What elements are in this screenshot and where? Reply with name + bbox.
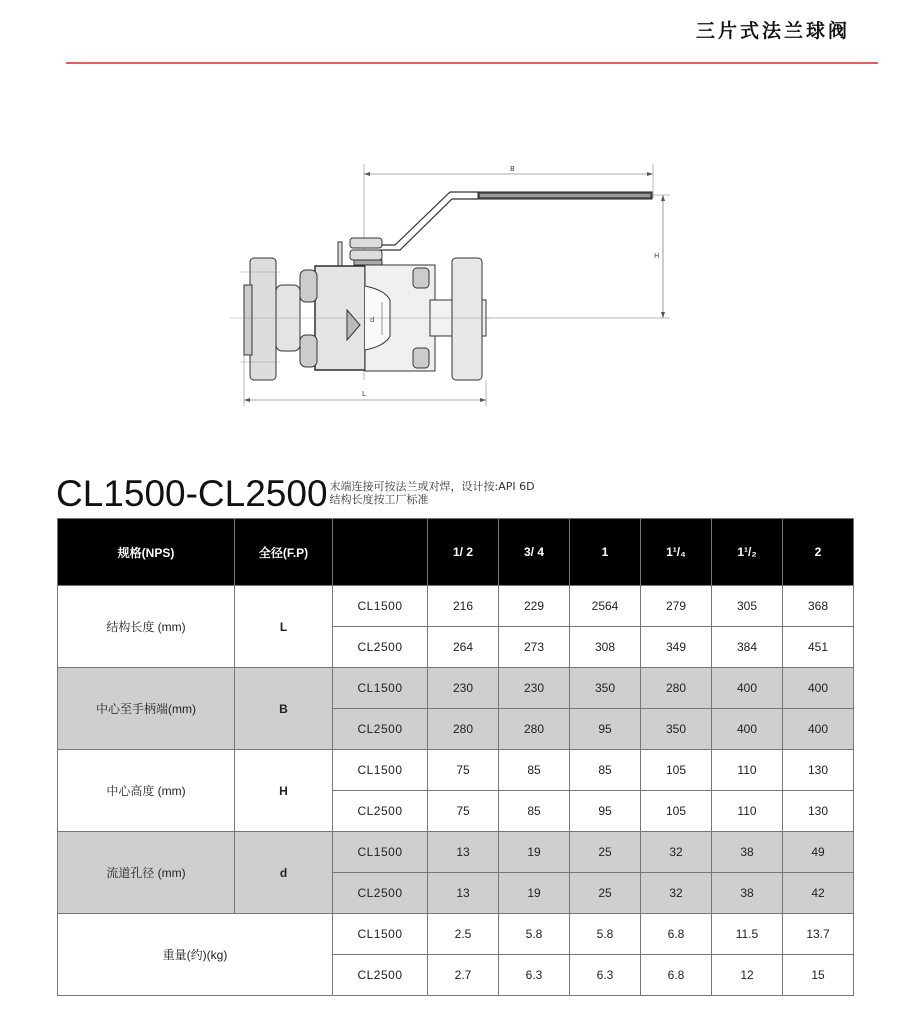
pressure-class: CL2500: [333, 627, 428, 668]
header-size-2: 2: [783, 519, 854, 586]
table-cell: 384: [712, 627, 783, 668]
table-cell: 400: [712, 709, 783, 750]
table-cell: 25: [570, 832, 641, 873]
svg-text:H: H: [654, 252, 660, 260]
table-cell: 75: [428, 750, 499, 791]
table-cell: 13: [428, 873, 499, 914]
series-notes: [328, 474, 535, 506]
row-symbol: d: [235, 832, 333, 914]
table-cell: 264: [428, 627, 499, 668]
header-size-3-4: 3/ 4: [499, 519, 570, 586]
pressure-class: CL2500: [333, 791, 428, 832]
pressure-class: CL2500: [333, 955, 428, 996]
table-cell: 349: [641, 627, 712, 668]
table-cell: 105: [641, 791, 712, 832]
table-cell: 105: [641, 750, 712, 791]
table-cell: 19: [499, 873, 570, 914]
table-cell: 305: [712, 586, 783, 627]
table-cell: 42: [783, 873, 854, 914]
table-cell: 280: [499, 709, 570, 750]
table-cell: 368: [783, 586, 854, 627]
series-note-length: 结构长度按工厂标准: [329, 493, 429, 506]
table-row: [58, 750, 854, 791]
ball-valve-drawing: [230, 150, 680, 420]
table-cell: 350: [570, 668, 641, 709]
table-cell: 85: [499, 750, 570, 791]
title-divider: [66, 62, 878, 64]
table-cell: 110: [712, 750, 783, 791]
pressure-class: CL1500: [333, 750, 428, 791]
pressure-class: CL2500: [333, 709, 428, 750]
svg-text:d: d: [370, 316, 375, 324]
pressure-class: CL2500: [333, 873, 428, 914]
row-symbol: B: [235, 668, 333, 750]
table-cell: 273: [499, 627, 570, 668]
row-label: 中心高度 (mm): [58, 750, 235, 832]
table-cell: 13.7: [783, 914, 854, 955]
table-cell: 32: [641, 873, 712, 914]
row-label: 重量(约)(kg): [58, 914, 333, 996]
row-label: 结构长度 (mm): [58, 586, 235, 668]
header-size-1-1-2: 1¹/₂: [712, 519, 783, 586]
table-row: [58, 914, 854, 955]
table-cell: 279: [641, 586, 712, 627]
table-cell: 75: [428, 791, 499, 832]
spec-table: [57, 518, 854, 996]
table-row: [58, 832, 854, 873]
page-title: 三片式法兰球阀: [695, 20, 850, 42]
table-cell: 6.8: [641, 955, 712, 996]
svg-text:L: L: [362, 390, 366, 398]
table-cell: 5.8: [570, 914, 641, 955]
table-cell: 12: [712, 955, 783, 996]
table-cell: 38: [712, 873, 783, 914]
series-note-standard: 末端连接可按法兰或对焊，设计按:API 6D: [329, 480, 535, 493]
header-size-1-2: 1/ 2: [428, 519, 499, 586]
table-cell: 2.5: [428, 914, 499, 955]
header-class: [333, 519, 428, 586]
table-cell: 451: [783, 627, 854, 668]
table-cell: 280: [428, 709, 499, 750]
table-cell: 110: [712, 791, 783, 832]
table-cell: 32: [641, 832, 712, 873]
table-cell: 25: [570, 873, 641, 914]
table-cell: 308: [570, 627, 641, 668]
row-symbol: H: [235, 750, 333, 832]
table-cell: 280: [641, 668, 712, 709]
table-cell: 95: [570, 791, 641, 832]
table-cell: 216: [428, 586, 499, 627]
table-cell: 2.7: [428, 955, 499, 996]
table-cell: 2564: [570, 586, 641, 627]
table-cell: 130: [783, 750, 854, 791]
header-size-1-1-4: 1¹/₄: [641, 519, 712, 586]
table-row: [58, 586, 854, 627]
table-cell: 400: [783, 709, 854, 750]
series-heading: [56, 474, 535, 514]
series-name: CL1500-CL2500: [56, 473, 328, 514]
pressure-class: CL1500: [333, 668, 428, 709]
table-cell: 85: [499, 791, 570, 832]
pressure-class: CL1500: [333, 914, 428, 955]
row-symbol: L: [235, 586, 333, 668]
table-cell: 95: [570, 709, 641, 750]
table-cell: 85: [570, 750, 641, 791]
pressure-class: CL1500: [333, 586, 428, 627]
table-cell: 5.8: [499, 914, 570, 955]
table-row: [58, 668, 854, 709]
table-cell: 400: [712, 668, 783, 709]
table-cell: 230: [428, 668, 499, 709]
table-cell: 6.3: [570, 955, 641, 996]
table-cell: 15: [783, 955, 854, 996]
table-cell: 229: [499, 586, 570, 627]
table-header-row: [58, 519, 854, 586]
table-cell: 350: [641, 709, 712, 750]
table-cell: 19: [499, 832, 570, 873]
pressure-class: CL1500: [333, 832, 428, 873]
table-cell: 49: [783, 832, 854, 873]
table-cell: 6.3: [499, 955, 570, 996]
header-size-1: 1: [570, 519, 641, 586]
table-cell: 6.8: [641, 914, 712, 955]
header-spec: 规格(NPS): [58, 519, 235, 586]
table-cell: 11.5: [712, 914, 783, 955]
svg-text:B: B: [510, 165, 515, 173]
table-cell: 130: [783, 791, 854, 832]
table-cell: 13: [428, 832, 499, 873]
table-cell: 400: [783, 668, 854, 709]
row-label: 中心至手柄端(mm): [58, 668, 235, 750]
row-label: 流道孔径 (mm): [58, 832, 235, 914]
header-full-bore: 全径(F.P): [235, 519, 333, 586]
table-cell: 38: [712, 832, 783, 873]
table-cell: 230: [499, 668, 570, 709]
